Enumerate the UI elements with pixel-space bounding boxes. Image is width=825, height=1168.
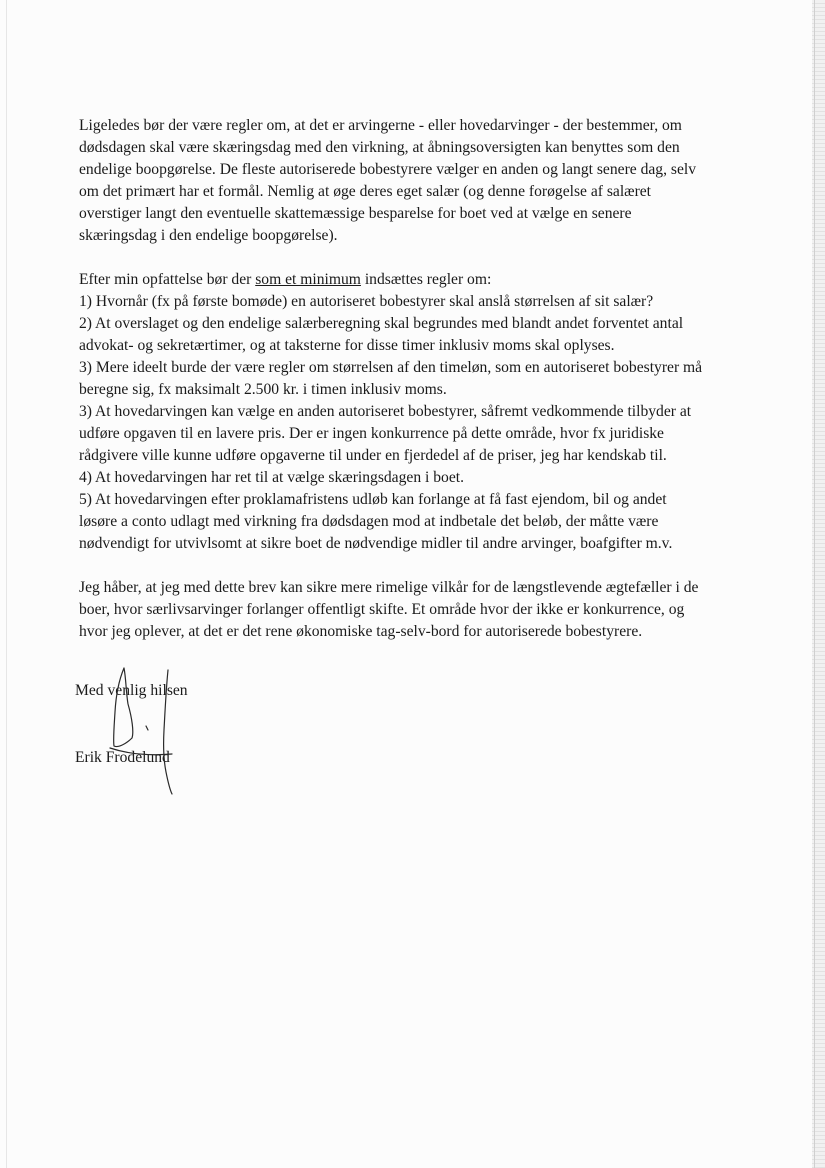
scan-edge-left [6, 0, 7, 1168]
text-line: dødsdagen skal være skæringsdag med den virkning, at åbningsoversigten kan benyttes som den [79, 139, 680, 156]
list-item: nødvendigt for utvivlsomt at sikre boet de nødvendige midler til andre arvinger, boafgifter m.v. [79, 535, 673, 552]
intro-before: Efter min opfattelse bør der [79, 271, 256, 288]
intro-underlined: som et minimum [255, 271, 361, 288]
list-item: 4) At hovedarvingen har ret til at vælge skæringsdagen i boet. [79, 469, 464, 486]
signer-name: Erik Frodelund [75, 749, 170, 766]
list-item: 3) At hovedarvingen kan vælge en anden autoriseret bobestyrer, såfremt vedkommende tilbyder at [79, 403, 692, 420]
text-line: om det primært har et formål. Nemlig at øge deres eget salær (og denne forøgelse af salæret [79, 183, 652, 200]
text-line: overstiger langt den eventuelle skattemæssige besparelse for boet ved at vælge en senere [79, 205, 632, 222]
paragraph-haab [79, 577, 769, 643]
paragraph-regler [79, 269, 769, 555]
intro-after: indsættes regler om: [360, 271, 492, 288]
text-line: Jeg håber, at jeg med dette brev kan sikre mere rimelige vilkår for de længstlevende ægtefæller i de [79, 579, 699, 596]
list-item: rådgivere ville kunne udføre opgaverne til under en fjerdedel af de priser, jeg har kendskab til. [79, 447, 667, 464]
text-line: hvor jeg oplever, at det er det rene økonomiske tag-selv-bord for autoriserede bobestyrere. [79, 623, 643, 640]
text-line: boer, hvor særlivsarvinger forlanger offentligt skifte. Et område hvor der ikke er konkurrence, og [79, 601, 685, 618]
signature-stroke [146, 726, 148, 730]
list-item: 2) At overslaget og den endelige salærberegning skal begrundes med blandt andet forventet antal [79, 315, 684, 332]
scan-edge-right [812, 0, 825, 1168]
list-item: 5) At hovedarvingen efter proklamafristens udløb kan forlange at få fast ejendom, bil og andet [79, 491, 667, 508]
list-item: beregne sig, fx maksimalt 2.500 kr. i timen inklusiv moms. [79, 381, 447, 398]
list-item: løsøre a conto udlagt med virkning fra dødsdagen mod at indbetale det beløb, der måtte være [79, 513, 659, 530]
closing-greeting: Med venlig hilsen [75, 682, 188, 699]
list-item: 3) Mere ideelt burde der være regler om størrelsen af den timeløn, som en autoriseret bobestyrer må [79, 359, 703, 376]
list-item: udføre opgaven til en lavere pris. Der er ingen konkurrence på dette område, hvor fx juridiske [79, 425, 664, 442]
letter-body [79, 115, 769, 643]
paragraph-skaeringsdag [79, 115, 769, 247]
list-item: advokat- og sekretærtimer, og at taksterne for disse timer inklusiv moms skal oplyses. [79, 337, 615, 354]
regler-intro [79, 269, 769, 291]
text-line: Ligeledes bør der være regler om, at det er arvingerne - eller hovedarvinger - der bestemmer, om [79, 117, 682, 134]
text-line: endelige boopgørelse. De fleste autoriserede bobestyrere vælger en anden og langt senere dag, selv [79, 161, 697, 178]
text-line: skæringsdag i den endelige boopgørelse). [79, 227, 338, 244]
list-item: 1) Hvornår (fx på første bomøde) en autoriseret bobestyrer skal anslå størrelsen af sit salær? [79, 293, 654, 310]
